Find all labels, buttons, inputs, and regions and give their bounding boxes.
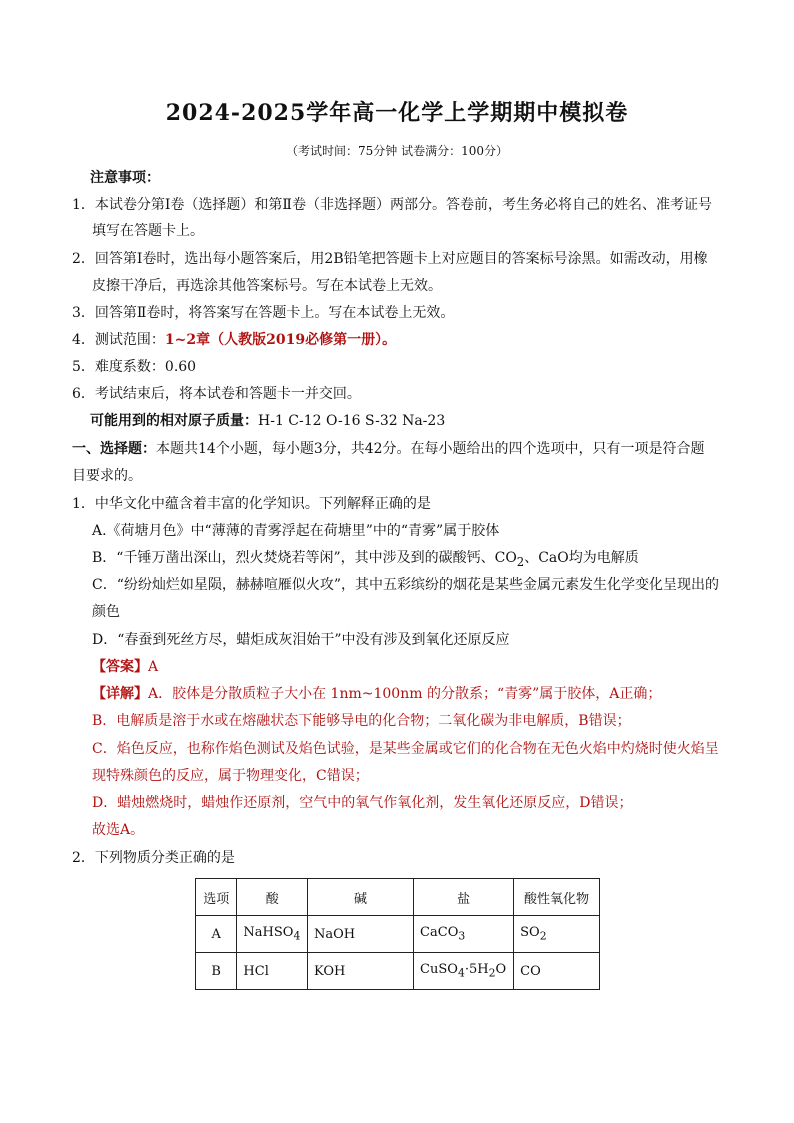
note-2-line-2: 皮擦干净后，再选涂其他答案标号。写在本试卷上无效。 xyxy=(92,278,442,294)
explain-line-4: 现特殊颜色的反应，属于物理变化，C错误； xyxy=(92,768,369,784)
question-1-option-b xyxy=(92,548,639,572)
atomic-mass-line xyxy=(90,411,445,431)
row-b-salt-text: CuSO xyxy=(420,962,458,978)
note-4-prefix: 4．测试范围： xyxy=(72,332,165,348)
row-b-salt xyxy=(414,953,514,990)
table-row xyxy=(196,916,600,953)
header-acid: 酸 xyxy=(237,879,308,916)
exam-subtitle: （考试时间：75分钟 试卷满分：100分） xyxy=(286,144,508,158)
row-b-acid: HCl xyxy=(237,953,308,990)
row-b-base: KOH xyxy=(308,953,414,990)
row-a-oxide-text: SO xyxy=(520,925,540,941)
question-1-option-d: D．“春蚕到死丝方尽，蜡炬成灰泪始干”中没有涉及到氧化还原反应 xyxy=(92,632,510,648)
row-b-salt-sub2: 2 xyxy=(488,966,496,980)
question-1-stem: 1．中华文化中蕴含着丰富的化学知识。下列解释正确的是 xyxy=(72,496,431,512)
page-title: 2024-2025学年高一化学上学期期中模拟卷 xyxy=(165,100,629,126)
option-b-subscript: 2 xyxy=(516,554,525,569)
option-b-text-2: 、CaO均为电解质 xyxy=(524,550,639,566)
row-b-option: B xyxy=(196,953,237,990)
row-a-oxide xyxy=(514,916,600,953)
header-option: 选项 xyxy=(196,879,237,916)
explain-text-1: A．胶体是分散质粒子大小在 1nm~100nm 的分散系；“青雾”属于胶体，A正确； xyxy=(148,686,662,702)
note-2-line-1: 2．回答第Ⅰ卷时，选出每小题答案后，用2B铅笔把答题卡上对应题目的答案标号涂黑。如需改动，用橡 xyxy=(72,251,708,267)
note-1-line-2: 填写在答题卡上。 xyxy=(92,223,204,239)
explain-line-3: C．焰色反应，也称作焰色测试及焰色试验，是某些金属或它们的化合物在无色火焰中灼烧时使火焰呈 xyxy=(92,741,719,757)
option-b-text-1: B．“千锤万凿出深山，烈火焚烧若等闲”，其中涉及到的碳酸钙、CO xyxy=(92,550,517,566)
explain-label: 【详解】 xyxy=(92,686,148,702)
note-3: 3．回答第Ⅱ卷时，将答案写在答题卡上。写在本试卷上无效。 xyxy=(72,305,455,321)
section-heading-line-1 xyxy=(72,439,705,459)
test-scope: 1~2章（人教版2019必修第一册）。 xyxy=(164,332,397,348)
row-a-acid-sub: 4 xyxy=(293,929,301,943)
table-row xyxy=(196,953,600,990)
row-a-salt-text: CaCO xyxy=(420,925,459,941)
table-header-row xyxy=(196,879,600,916)
row-a-option: A xyxy=(196,916,237,953)
header-acidic-oxide: 酸性氧化物 xyxy=(514,879,600,916)
question-2-stem: 2．下列物质分类正确的是 xyxy=(72,850,235,866)
header-base: 碱 xyxy=(308,879,414,916)
section-text-1: 本题共14个小题，每小题3分，共42分。在每小题给出的四个选项中，只有一项是符合题 xyxy=(156,441,705,457)
classification-table xyxy=(195,878,600,990)
row-a-salt-sub: 3 xyxy=(458,929,466,943)
answer-value: A xyxy=(148,659,159,675)
explain-line-1 xyxy=(92,684,661,704)
note-4 xyxy=(72,330,396,350)
atomic-mass-values: H-1 C-12 O-16 S-32 Na-23 xyxy=(258,413,446,429)
question-1-option-a: A.《荷塘月色》中“薄薄的青雾浮起在荷塘里”中的“青雾”属于胶体 xyxy=(92,523,500,539)
answer-line xyxy=(92,657,158,677)
atomic-mass-label: 可能用到的相对原子质量： xyxy=(90,413,258,429)
row-a-base: NaOH xyxy=(308,916,414,953)
header-salt: 盐 xyxy=(414,879,514,916)
answer-label: 【答案】 xyxy=(92,659,148,675)
note-1-line-1: 1．本试卷分第Ⅰ卷（选择题）和第Ⅱ卷（非选择题）两部分。答卷前，考生务必将自己的姓名、准考证号 xyxy=(72,197,712,213)
question-1-option-c-line-1: C．“纷纷灿烂如星陨，赫赫喧雁似火攻”，其中五彩缤纷的烟花是某些金属元素发生化学变化呈现出的 xyxy=(92,577,720,593)
row-a-acid-text: NaHSO xyxy=(243,925,294,941)
row-a-salt xyxy=(414,916,514,953)
question-1-option-c-line-2: 颜色 xyxy=(92,604,120,620)
notice-heading: 注意事项： xyxy=(90,170,160,186)
section-prefix: 一、选择题： xyxy=(72,441,156,457)
row-a-oxide-sub: 2 xyxy=(539,929,547,943)
row-b-salt-mid: ·5H xyxy=(464,962,489,978)
row-b-oxide: CO xyxy=(514,953,600,990)
note-6: 6．考试结束后，将本试卷和答题卡一并交回。 xyxy=(72,386,361,402)
explain-line-6: 故选A。 xyxy=(92,822,145,838)
row-b-salt-end: O xyxy=(495,962,507,978)
explain-line-2: B．电解质是溶于水或在熔融状态下能够导电的化合物；二氧化碳为非电解质，B错误； xyxy=(92,713,631,729)
row-b-salt-sub: 4 xyxy=(457,966,465,980)
note-5: 5．难度系数：0.60 xyxy=(72,359,197,375)
explain-line-5: D．蜡烛燃烧时，蜡烛作还原剂，空气中的氧气作氧化剂，发生氧化还原反应，D错误； xyxy=(92,795,633,811)
row-a-acid xyxy=(237,916,308,953)
section-heading-line-2: 目要求的。 xyxy=(72,468,142,484)
